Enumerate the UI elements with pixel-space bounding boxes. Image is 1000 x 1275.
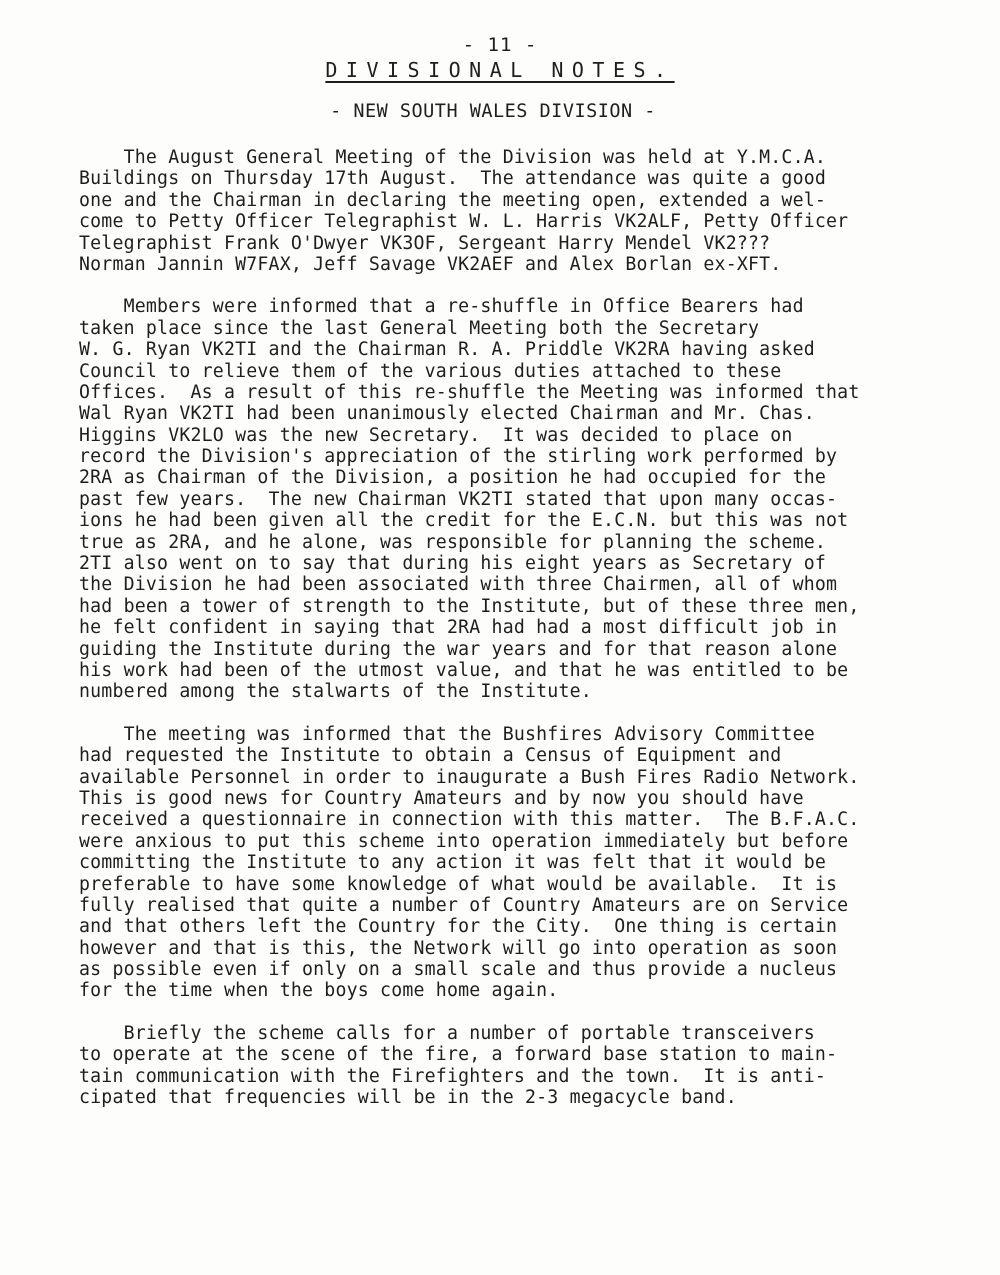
text-line: numbered among the stalwarts of the Institute. <box>79 681 592 703</box>
paragraph <box>79 147 979 275</box>
body-text <box>79 147 979 1129</box>
text-line: had requested the Institute to obtain a Census of Equipment and <box>79 745 782 767</box>
page-title: DIVISIONAL NOTES. <box>325 58 675 82</box>
text-line: available Personnel in order to inaugurate a Bush Fires Radio Network. <box>79 766 860 788</box>
text-line: ions he had been given all the credit for the E.C.N. but this was not <box>79 510 849 532</box>
paragraph <box>79 724 979 1002</box>
text-line: record the Division's appreciation of the stirling work performed by <box>79 446 838 468</box>
text-line: and that others left the Country for the City. One thing is certain <box>79 916 838 938</box>
section-subtitle: - NEW SOUTH WALES DIVISION - <box>330 101 656 122</box>
text-line: one and the Chairman in declaring the meeting open, extended a wel- <box>79 189 827 211</box>
text-line: fully realised that quite a number of Country Amateurs are on Service <box>79 894 849 916</box>
text-line: This is good news for Country Amateurs and by now you should have <box>79 787 804 809</box>
page-number: - 11 - <box>462 34 538 56</box>
text-line: cipated that frequencies will be in the 2-3 megacycle band. <box>79 1087 737 1109</box>
text-line: were anxious to put this scheme into operation immediately but before <box>79 830 849 852</box>
text-line: come to Petty Officer Telegraphist W. L. Harris VK2ALF, Petty Officer <box>79 211 849 233</box>
text-line: however and that is this, the Network will go into operation as soon <box>79 937 838 959</box>
paragraph <box>79 1023 979 1109</box>
text-line: guiding the Institute during the war years and for that reason alone <box>79 638 838 660</box>
text-line: 2RA as Chairman of the Division, a position he had occupied for the <box>79 467 827 489</box>
text-line: had been a tower of strength to the Institute, but of these three men, <box>79 595 860 617</box>
text-line: past few years. The new Chairman VK2TI stated that upon many occas- <box>79 488 838 510</box>
text-line: the Division he had been associated with three Chairmen, all of whom <box>79 574 838 596</box>
text-line: preferable to have some knowledge of what would be available. It is <box>79 873 838 895</box>
text-line: Higgins VK2LO was the new Secretary. It was decided to place on <box>79 424 793 446</box>
text-line: to operate at the scene of the fire, a forward base station to main- <box>79 1044 838 1066</box>
text-line: as possible even if only on a small scale and thus provide a nucleus <box>79 959 838 981</box>
text-line: The August General Meeting of the Division was held at Y.M.C.A. <box>79 147 827 168</box>
text-line: W. G. Ryan VK2TI and the Chairman R. A. Priddle VK2RA having asked <box>79 339 815 361</box>
text-line: Offices. As a result of this re-shuffle the Meeting was informed that <box>79 381 860 403</box>
text-line: 2TI also went on to say that during his eight years as Secretary of <box>79 553 827 575</box>
text-line: The meeting was informed that the Bushfires Advisory Committee <box>79 723 815 745</box>
paragraph <box>79 296 979 702</box>
text-line: for the time when the boys come home again. <box>79 980 559 1002</box>
text-line: Briefly the scheme calls for a number of portable transceivers <box>79 1022 815 1044</box>
text-line: Council to relieve them of the various duties attached to these <box>79 360 782 382</box>
text-line: taken place since the last General Meeting both the Secretary <box>79 317 760 339</box>
text-line: received a questionnaire in connection with this matter. The B.F.A.C. <box>79 809 860 831</box>
text-line: his work had been of the utmost value, and that he was entitled to be <box>79 659 849 681</box>
text-line: Norman Jannin W7FAX, Jeff Savage VK2AEF and Alex Borlan ex-XFT. <box>79 253 782 275</box>
text-line: Buildings on Thursday 17th August. The attendance was quite a good <box>79 168 827 190</box>
text-line: Members were informed that a re-shuffle in Office Bearers had <box>79 296 804 318</box>
text-line: Telegraphist Frank O'Dwyer VK3OF, Sergeant Harry Mendel VK2??? <box>79 232 771 254</box>
text-line: true as 2RA, and he alone, was responsible for planning the scheme. <box>79 531 827 553</box>
text-line: committing the Institute to any action it was felt that it would be <box>79 852 827 874</box>
text-line: he felt confident in saying that 2RA had had a most difficult job in <box>79 617 838 639</box>
text-line: tain communication with the Firefighters and the town. It is anti- <box>79 1065 827 1087</box>
text-line: Wal Ryan VK2TI had been unanimously elected Chairman and Mr. Chas. <box>79 403 815 425</box>
